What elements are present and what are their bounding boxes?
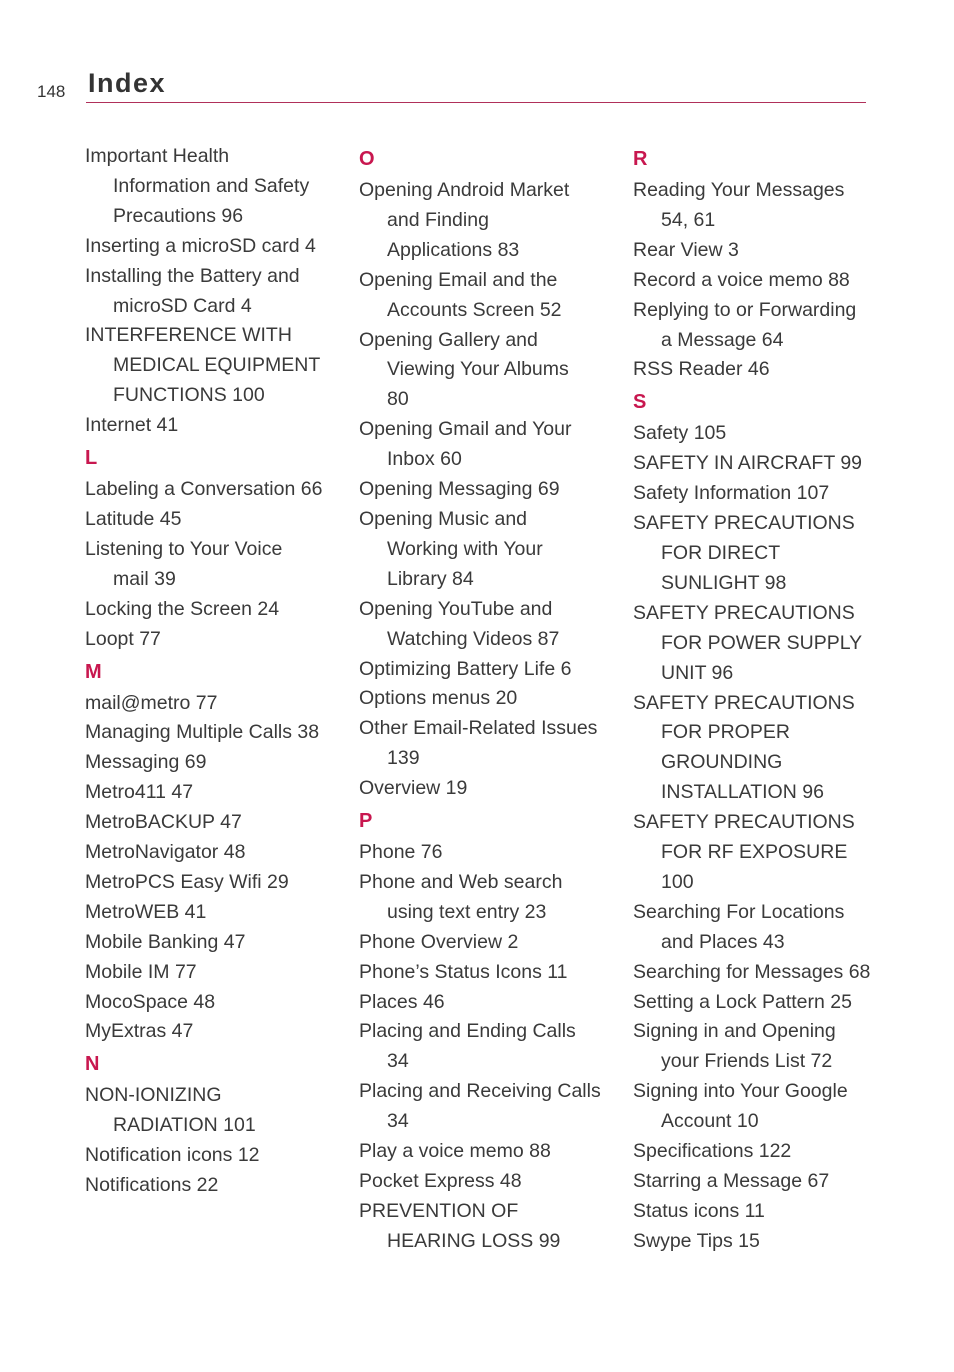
index-entry bbox=[85, 475, 350, 505]
index-entry-continuation: 34 bbox=[387, 1110, 409, 1133]
index-entry bbox=[85, 535, 350, 595]
index-entry-text: INTERFERENCE WITH bbox=[85, 324, 292, 347]
index-entry-continuation: Information and Safety bbox=[113, 174, 310, 197]
index-column-2 bbox=[359, 142, 624, 1257]
index-entry-text: Important Health bbox=[85, 145, 230, 167]
index-entry-text: Play a voice memo 88 bbox=[359, 1140, 551, 1163]
index-entry-continuation: FOR PROPER bbox=[661, 721, 790, 744]
index-entry-text: Inserting a microSD card 4 bbox=[85, 234, 316, 257]
index-entry-text: Opening Email and the bbox=[359, 268, 558, 291]
index-entry-text: PREVENTION OF bbox=[359, 1199, 519, 1222]
index-entry-text: Other Email-Related Issues bbox=[359, 717, 598, 740]
index-entry-text: mail@metro 77 bbox=[85, 691, 218, 714]
index-entry-text: Mobile IM 77 bbox=[85, 960, 197, 983]
index-entry-text: Signing into Your Google bbox=[633, 1080, 848, 1103]
index-entry-text: Opening Messaging 69 bbox=[359, 478, 560, 501]
index-entry bbox=[633, 449, 883, 479]
section-letter: L bbox=[85, 447, 98, 470]
index-entry bbox=[633, 1197, 883, 1227]
index-entry-continuation: microSD Card 4 bbox=[113, 294, 252, 317]
index-entry bbox=[359, 1077, 624, 1137]
index-entry bbox=[359, 774, 624, 804]
index-entry-text: Setting a Lock Pattern 25 bbox=[633, 990, 852, 1013]
index-entry-text: Locking the Screen 24 bbox=[85, 597, 280, 620]
index-entry-text: Phone’s Status Icons 11 bbox=[359, 960, 568, 983]
index-entry-continuation: Accounts Screen 52 bbox=[387, 298, 562, 321]
index-entry-continuation: UNIT 96 bbox=[661, 661, 734, 684]
index-entry bbox=[359, 595, 624, 655]
index-entry bbox=[633, 689, 883, 809]
index-entry-text: Opening Android Market bbox=[359, 179, 570, 201]
index-entry bbox=[359, 958, 624, 988]
index-entry bbox=[633, 1077, 883, 1137]
index-entry-text: Pocket Express 48 bbox=[359, 1170, 522, 1192]
index-entry bbox=[359, 1197, 624, 1257]
index-column-3 bbox=[633, 142, 883, 1257]
index-entry bbox=[359, 988, 624, 1018]
index-entry-continuation: 100 bbox=[661, 870, 694, 893]
index-entry-continuation: FUNCTIONS 100 bbox=[113, 384, 265, 407]
index-entry bbox=[85, 838, 350, 868]
index-entry bbox=[359, 505, 624, 595]
index-entry bbox=[359, 475, 624, 505]
index-entry-text: Loopt 77 bbox=[85, 627, 161, 650]
index-entry-text: Managing Multiple Calls 38 bbox=[85, 721, 320, 744]
index-entry-text: Opening Gallery and bbox=[359, 328, 538, 351]
index-entry bbox=[85, 142, 350, 232]
index-entry bbox=[633, 266, 883, 296]
index-entry bbox=[85, 988, 350, 1018]
index-entry-text: Placing and Receiving Calls bbox=[359, 1080, 601, 1103]
index-entry-text: Safety 105 bbox=[633, 422, 727, 445]
index-entry bbox=[359, 266, 624, 326]
index-entry bbox=[633, 1227, 883, 1257]
index-entry-text: Mobile Banking 47 bbox=[85, 930, 246, 953]
index-entry bbox=[85, 625, 350, 655]
index-entry bbox=[359, 1137, 624, 1167]
index-entry-text: Labeling a Conversation 66 bbox=[85, 478, 323, 501]
index-entry bbox=[85, 778, 350, 808]
index-entry bbox=[359, 415, 624, 475]
index-entry bbox=[359, 176, 624, 266]
index-entry-text: Searching for Messages 68 bbox=[633, 960, 871, 983]
index-entry-continuation: Library 84 bbox=[387, 567, 474, 590]
index-entry bbox=[85, 321, 350, 411]
index-entry-text: Placing and Ending Calls bbox=[359, 1020, 576, 1043]
index-entry bbox=[633, 509, 883, 599]
index-entry-text: Starring a Message 67 bbox=[633, 1170, 830, 1192]
index-entry bbox=[359, 868, 624, 928]
index-entry-text: Specifications 122 bbox=[633, 1140, 792, 1163]
index-entry bbox=[85, 1017, 350, 1047]
index-entry-continuation: Viewing Your Albums bbox=[387, 358, 569, 381]
index-entry bbox=[359, 1167, 624, 1197]
index-entry-continuation: using text entry 23 bbox=[387, 900, 547, 923]
section-letter: S bbox=[633, 391, 647, 414]
index-entry-text: Listening to Your Voice bbox=[85, 537, 283, 560]
index-entry bbox=[85, 958, 350, 988]
index-entry bbox=[85, 868, 350, 898]
index-entry-continuation: Inbox 60 bbox=[387, 448, 462, 471]
index-entry-text: NON-IONIZING bbox=[85, 1084, 222, 1107]
index-entry bbox=[633, 599, 883, 689]
index-entry-text: Messaging 69 bbox=[85, 751, 207, 774]
index-entry-continuation: HEARING LOSS 99 bbox=[387, 1229, 561, 1252]
index-entry-text: RSS Reader 46 bbox=[633, 358, 770, 381]
index-entry bbox=[85, 411, 350, 441]
index-entry-text: Options menus 20 bbox=[359, 687, 518, 710]
index-entry-text: Phone and Web search bbox=[359, 870, 563, 893]
index-entry-continuation: Applications 83 bbox=[387, 238, 520, 261]
index-entry-continuation: RADIATION 101 bbox=[113, 1114, 256, 1137]
index-entry-continuation: Precautions 96 bbox=[113, 204, 244, 227]
index-entry bbox=[633, 988, 883, 1018]
index-entry-text: SAFETY PRECAUTIONS bbox=[633, 512, 855, 535]
index-entry-text: Opening Gmail and Your bbox=[359, 418, 572, 441]
index-entry-text: Opening YouTube and bbox=[359, 597, 553, 620]
index-entry bbox=[633, 958, 883, 988]
index-entry bbox=[633, 296, 883, 356]
index-entry bbox=[633, 898, 883, 958]
index-entry-text: SAFETY PRECAUTIONS bbox=[633, 691, 855, 714]
index-entry bbox=[633, 176, 883, 236]
index-entry bbox=[633, 236, 883, 266]
index-entry bbox=[633, 479, 883, 509]
index-entry bbox=[633, 1167, 883, 1197]
index-entry-text: Swype Tips 15 bbox=[633, 1229, 760, 1252]
index-entry-text: Rear View 3 bbox=[633, 238, 739, 261]
index-entry-continuation: SUNLIGHT 98 bbox=[661, 571, 787, 594]
index-entry-text: Reading Your Messages bbox=[633, 179, 845, 201]
index-entry bbox=[633, 1017, 883, 1077]
index-entry bbox=[85, 898, 350, 928]
index-entry bbox=[633, 1137, 883, 1167]
section-letter: M bbox=[85, 660, 102, 683]
index-entry bbox=[359, 326, 624, 416]
index-entry-continuation: FOR POWER SUPPLY bbox=[661, 631, 863, 654]
index-entry-text: Signing in and Opening bbox=[633, 1020, 836, 1043]
index-entry-text: Opening Music and bbox=[359, 507, 528, 530]
index-entry-text: Places 46 bbox=[359, 990, 445, 1013]
index-entry-continuation: and Finding bbox=[387, 208, 489, 231]
index-entry-text: MetroWEB 41 bbox=[85, 900, 207, 923]
index-entry-text: Internet 41 bbox=[85, 414, 179, 437]
index-entry bbox=[633, 808, 883, 898]
index-entry-continuation: Watching Videos 87 bbox=[387, 627, 560, 650]
index-entry-continuation: INSTALLATION 96 bbox=[661, 781, 824, 804]
index-entry bbox=[359, 714, 624, 774]
index-entry bbox=[85, 232, 350, 262]
index-column-1 bbox=[85, 142, 350, 1201]
index-entry-text: Metro411 47 bbox=[85, 781, 194, 804]
title-rule bbox=[86, 102, 866, 103]
index-entry-text: Replying to or Forwarding bbox=[633, 298, 857, 321]
index-entry-continuation: mail 39 bbox=[113, 567, 176, 590]
index-entry-continuation: 80 bbox=[387, 388, 409, 411]
index-entry bbox=[633, 419, 883, 449]
index-entry-continuation: 54, 61 bbox=[661, 208, 716, 231]
index-entry-text: Overview 19 bbox=[359, 777, 468, 800]
index-entry-text: MetroNavigator 48 bbox=[85, 841, 246, 864]
index-entry-text: Notifications 22 bbox=[85, 1174, 219, 1197]
index-entry-text: MyExtras 47 bbox=[85, 1020, 194, 1043]
index-entry-text: Searching For Locations bbox=[633, 900, 845, 923]
index-entry-text: MetroPCS Easy Wifi 29 bbox=[85, 870, 289, 893]
index-entry-text: Safety Information 107 bbox=[633, 482, 830, 505]
index-entry-text: MocoSpace 48 bbox=[85, 990, 216, 1013]
index-entry bbox=[85, 748, 350, 778]
index-entry bbox=[85, 262, 350, 322]
index-entry-continuation: MEDICAL EQUIPMENT bbox=[113, 354, 321, 377]
index-entry bbox=[85, 595, 350, 625]
index-entry-continuation: Account 10 bbox=[661, 1110, 759, 1133]
index-entry-continuation: GROUNDING bbox=[661, 751, 783, 774]
index-entry-continuation: 139 bbox=[387, 747, 420, 770]
index-entry bbox=[85, 718, 350, 748]
index-entry bbox=[359, 1017, 624, 1077]
index-entry bbox=[359, 655, 624, 685]
page-title: Index bbox=[88, 68, 167, 98]
index-entry bbox=[85, 1171, 350, 1201]
index-entry-text: SAFETY IN AIRCRAFT 99 bbox=[633, 452, 863, 475]
index-entry-text: Optimizing Battery Life 6 bbox=[359, 657, 572, 680]
index-entry bbox=[85, 1081, 350, 1141]
index-entry-continuation: FOR DIRECT bbox=[661, 541, 781, 564]
index-entry-text: Status icons 11 bbox=[633, 1199, 765, 1222]
index-entry-continuation: your Friends List 72 bbox=[661, 1050, 833, 1073]
index-entry bbox=[359, 684, 624, 714]
index-entry-text: SAFETY PRECAUTIONS bbox=[633, 601, 855, 624]
index-entry-text: Notification icons 12 bbox=[85, 1144, 260, 1167]
index-entry bbox=[633, 355, 883, 385]
index-entry bbox=[85, 689, 350, 719]
page-number: 148 bbox=[37, 82, 66, 101]
index-entry-text: SAFETY PRECAUTIONS bbox=[633, 811, 855, 834]
section-letter: P bbox=[359, 810, 373, 833]
index-entry-continuation: FOR RF EXPOSURE bbox=[661, 841, 848, 864]
index-entry-text: Phone Overview 2 bbox=[359, 930, 519, 953]
index-entry-text: Record a voice memo 88 bbox=[633, 268, 850, 291]
index-entry bbox=[359, 838, 624, 868]
index-entry-continuation: Working with Your bbox=[387, 537, 543, 560]
index-entry bbox=[85, 928, 350, 958]
section-letter: O bbox=[359, 148, 375, 170]
index-entry-text: Installing the Battery and bbox=[85, 264, 300, 287]
index-entry bbox=[85, 505, 350, 535]
index-entry bbox=[85, 1141, 350, 1171]
index-entry bbox=[85, 808, 350, 838]
index-entry-continuation: 34 bbox=[387, 1050, 409, 1073]
index-entry bbox=[359, 928, 624, 958]
section-letter: R bbox=[633, 148, 648, 170]
section-letter: N bbox=[85, 1053, 100, 1076]
index-entry-text: Latitude 45 bbox=[85, 507, 182, 530]
index-entry-continuation: a Message 64 bbox=[661, 328, 784, 351]
index-entry-text: MetroBACKUP 47 bbox=[85, 811, 242, 834]
index-entry-text: Phone 76 bbox=[359, 841, 443, 864]
index-entry-continuation: and Places 43 bbox=[661, 930, 785, 953]
